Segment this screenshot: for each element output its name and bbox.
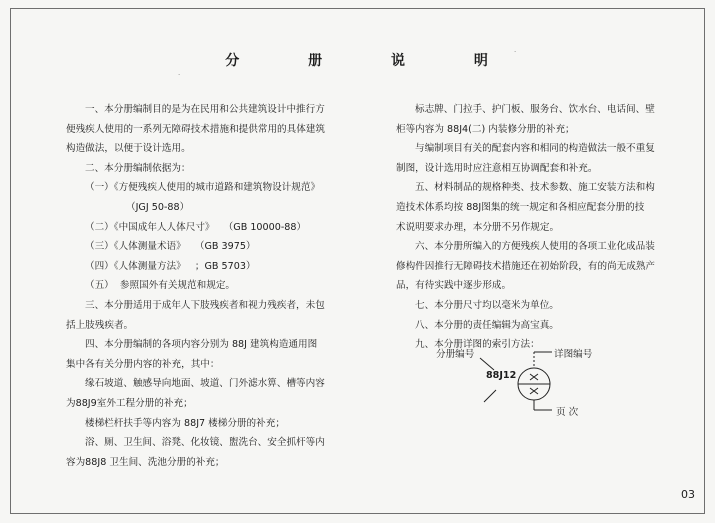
text-line: 术说明要求办理，本分册不另作规定。 [396, 221, 560, 233]
text-line: （三）《人体测量术语》 （GB 3975） [85, 241, 256, 253]
text-line: 一、本分册编制目的是为在民用和公共建筑设计中推行方 [85, 104, 325, 115]
text-line: （二）《中国成年人人体尺寸》 （GB 10000-88） [85, 221, 307, 233]
text-line: 七、本分册尺寸均以毫米为单位。 [415, 299, 559, 311]
text-line: 四、本分册编制的各项内容分别为 88J 建筑构造通用图 [85, 339, 318, 351]
text-line: 修构件因推行无障碍技术措施还在初始阶段，有的尚无成熟产 [396, 260, 656, 272]
page-number: 03 [681, 488, 695, 501]
index-symbol [436, 346, 626, 436]
text-line: 九、本分册详图的索引方法： [415, 339, 540, 351]
text-line: 八、本分册的责任编辑为高宝真。 [415, 319, 559, 331]
index-code: 88J12 [486, 370, 517, 381]
title-char: 明 [473, 53, 490, 69]
title-char: 分 [225, 53, 242, 69]
index-method-diagram [436, 346, 626, 436]
text-line: 与编制项目有关的配套内容和相同的构造做法一般不重复 [415, 143, 655, 155]
text-line: 楼梯栏杆扶手等内容为 88J7 楼梯分册的补充； [85, 417, 285, 429]
text-line: 六、本分册所编入的方便残疾人使用的各项工业化成品装 [415, 241, 655, 253]
text-line: 为88J9室外工程分册的补充； [66, 397, 193, 409]
volume-number-label: 分册编号 [436, 349, 475, 360]
left-text-column [66, 100, 332, 472]
text-line: 制图，设计选用时应注意相互协调配套和补充。 [396, 162, 598, 174]
text-line: 容为88J8 卫生间、洗池分册的补充； [66, 456, 225, 468]
text-line: 集中各有关分册内容的补充，其中： [66, 358, 220, 370]
text-line: （一）《方便残疾人使用的城市道路和建筑物设计规范》 [85, 182, 321, 194]
text-line: 缘石坡道、触感导向地面、坡道、门外滤水箅、槽等内容 [85, 378, 325, 390]
page-label: 页 次 [556, 407, 579, 418]
text-line: 便残疾人使用的一系列无障碍技术措施和提供常用的具体建筑 [66, 123, 326, 135]
text-line: （四）《人体测量方法》 ；GB 5703） [85, 260, 256, 272]
title-char: 说 [390, 53, 407, 69]
title-char: 册 [308, 53, 325, 69]
text-line: 浴、厕、卫生间、浴凳、化妆镜、盥洗台、安全抓杆等内 [85, 437, 325, 449]
text-line: （五） 参照国外有关规范和规定。 [85, 280, 236, 292]
scan-speck: · [514, 48, 517, 56]
page-title [0, 50, 715, 70]
scan-speck: · [178, 71, 181, 79]
text-line: 五、材料制品的规格种类、技术参数、施工安装方法和构 [415, 182, 655, 194]
text-line: 二、本分册编制依据为： [85, 162, 191, 174]
text-line: 标志牌、门拉手、护门板、服务台、饮水台、电话间、壁 [415, 104, 655, 115]
text-line: 括上肢残疾者。 [66, 319, 134, 331]
detail-number-label: 详图编号 [554, 349, 593, 360]
right-text-column [396, 100, 664, 355]
text-line: 造技术体系均按 88J图集的统一规定和各相应配套分册的技 [396, 201, 645, 213]
text-line: 品，有待实践中逐步形成。 [396, 280, 512, 292]
text-line: 三、本分册适用于成年人下肢残疾者和视力残疾者，未包 [85, 299, 325, 311]
text-line: 构造做法，以便于设计选用。 [66, 143, 191, 155]
text-line: （JGJ 50-88） [126, 201, 190, 213]
text-line: 柜等内容为 88J4(二) 内装修分册的补充； [396, 123, 575, 135]
